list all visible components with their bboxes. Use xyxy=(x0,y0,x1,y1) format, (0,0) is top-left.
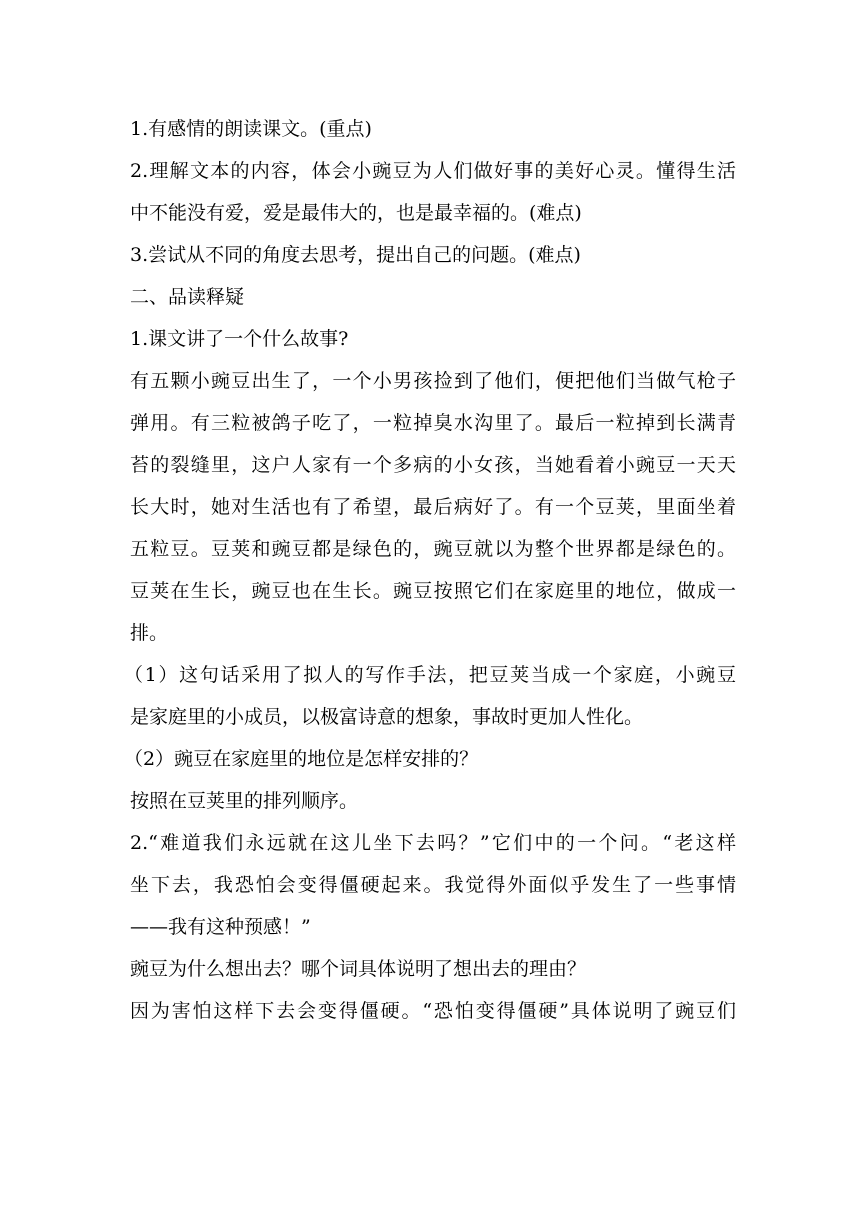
answer-1-line-4: 长大时，她对生活也有了希望，最后病好了。有一个豆荚，里面坐着 xyxy=(130,496,736,518)
answer-1-line-1: 有五颗小豌豆出生了，一个小男孩捡到了他们，便把他们当做气枪子 xyxy=(130,370,736,392)
text-line-goal-2b: 中不能没有爱，爱是最伟大的，也是最幸福的。(难点) xyxy=(130,202,582,224)
question-2-line-3: ——我有这种预感！” xyxy=(130,916,311,938)
answer-1-line-2: 弹用。有三粒被鸽子吃了，一粒掉臭水沟里了。最后一粒掉到长满青 xyxy=(130,412,736,434)
sub-point-1-line-1: （1）这句话采用了拟人的写作手法，把豆荚当成一个家庭，小豌豆 xyxy=(124,664,736,686)
sub-point-2-answer: 按照在豆荚里的排列顺序。 xyxy=(130,790,359,812)
text-line-goal-3: 3.尝试从不同的角度去思考，提出自己的问题。(难点) xyxy=(130,244,581,266)
section-heading: 二、品读释疑 xyxy=(130,286,245,308)
answer-1-line-3: 苔的裂缝里，这户人家有一个多病的小女孩，当她看着小豌豆一天天 xyxy=(130,454,736,476)
sub-point-2: （2）豌豆在家庭里的地位是怎样安排的？ xyxy=(124,748,479,770)
answer-1-line-5: 五粒豆。豆荚和豌豆都是绿色的，豌豆就以为整个世界都是绿色的。 xyxy=(130,538,736,560)
question-2-answer: 因为害怕这样下去会变得僵硬。“恐怕变得僵硬”具体说明了豌豆们 xyxy=(130,1000,736,1022)
answer-1-line-7: 排。 xyxy=(130,622,169,644)
question-2-line-2: 坐下去，我恐怕会变得僵硬起来。我觉得外面似乎发生了一些事情 xyxy=(130,874,736,896)
sub-point-1-line-2: 是家庭里的小成员，以极富诗意的想象，事故时更加人性化。 xyxy=(130,706,644,728)
document-body xyxy=(124,108,736,1032)
question-2-line-1: 2.“难道我们永远就在这儿坐下去吗？”它们中的一个问。“老这样 xyxy=(130,832,736,854)
text-line-goal-2a: 2.理解文本的内容，体会小豌豆为人们做好事的美好心灵。懂得生活 xyxy=(130,160,736,182)
question-1: 1.课文讲了一个什么故事? xyxy=(130,328,349,350)
question-2-prompt: 豌豆为什么想出去？哪个词具体说明了想出去的理由？ xyxy=(130,958,587,980)
answer-1-line-6: 豆荚在生长，豌豆也在生长。豌豆按照它们在家庭里的地位，做成一 xyxy=(130,580,736,602)
text-line-goal-1: 1.有感情的朗读课文。(重点) xyxy=(130,118,372,140)
